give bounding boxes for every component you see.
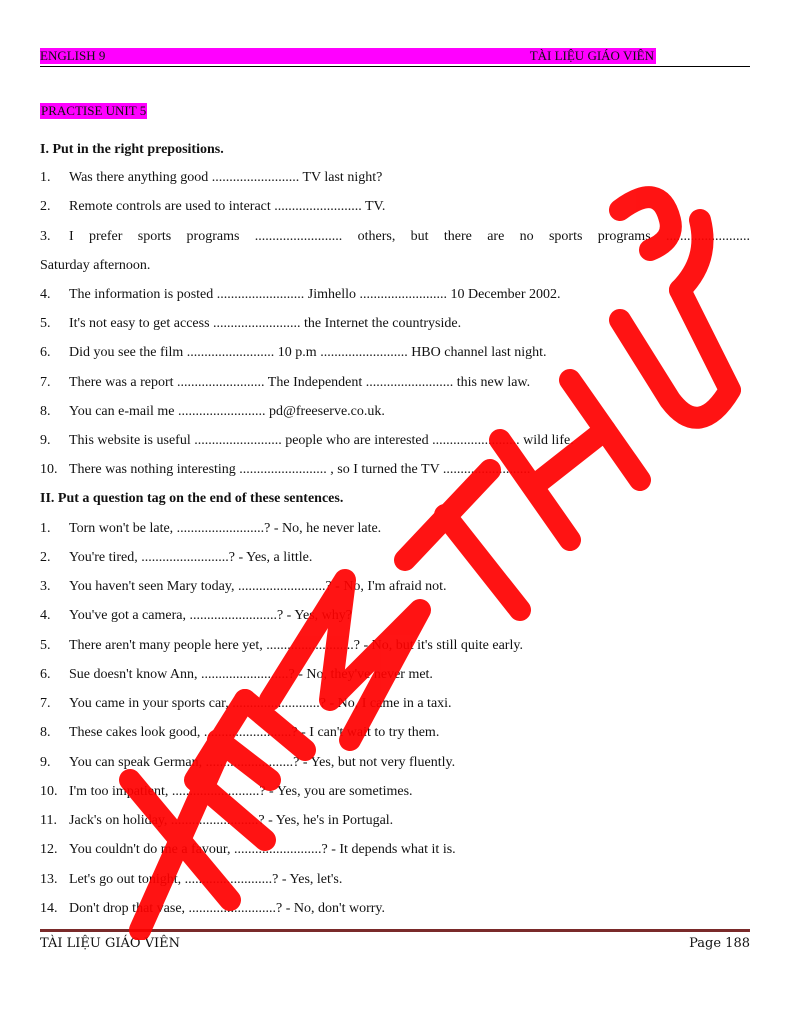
item-text: There was nothing interesting ......................... , so I turned the TV .........................	[69, 462, 531, 477]
item-text: Jack's on holiday, .........................? - Yes, he's in Portugal.	[69, 813, 394, 828]
item-text: The information is posted ......................... Jimhello ......................... 10 December 2002.	[69, 287, 561, 302]
item-text: Don't drop that vase, .........................? - No, don't worry.	[69, 901, 385, 916]
section-1-heading: I. Put in the right prepositions.	[40, 142, 224, 157]
item-number: 3.	[40, 579, 51, 594]
item-text: You're tired, .........................? - Yes, a little.	[69, 550, 313, 565]
item-number: 5.	[40, 638, 51, 653]
item-text: Did you see the film ......................... 10 p.m ......................... HBO channel last night.	[69, 345, 547, 360]
item-text: You've got a camera, .........................? - Yes, why?	[69, 608, 353, 623]
item-text: These cakes look good, .........................? - I can't wait to try them.	[69, 725, 440, 740]
item-number: 4.	[40, 608, 51, 623]
item-number: 10.	[40, 462, 58, 477]
item-text: It's not easy to get access ......................... the Internet the countryside.	[69, 316, 462, 331]
page-header	[40, 48, 750, 67]
item-number: 11.	[40, 813, 57, 828]
item-number: 1.	[40, 521, 51, 536]
item-number: 7.	[40, 696, 51, 711]
document-page	[40, 0, 750, 1035]
item-text: Let's go out tonight, .........................? - Yes, let's.	[69, 872, 343, 887]
item-number: 1.	[40, 170, 51, 185]
section-2-heading: II. Put a question tag on the end of these sentences.	[40, 491, 344, 506]
item-number: 10.	[40, 784, 58, 799]
item-text: There was a report ......................... The Independent ......................... this new law.	[69, 375, 531, 390]
item-text: You came in your sports car, .........................? - No, I came in a taxi.	[69, 696, 452, 711]
item-number: 12.	[40, 842, 58, 857]
item-number: 5.	[40, 316, 51, 331]
footer-divider	[40, 929, 750, 932]
unit-title: PRACTISE UNIT 5	[41, 103, 147, 118]
item-number: 9.	[40, 755, 51, 770]
item-number: 14.	[40, 901, 58, 916]
page-number: Page 188	[689, 936, 750, 951]
item-number: 3.	[40, 229, 51, 244]
item-number: 7.	[40, 375, 51, 390]
header-subject: ENGLISH 9	[40, 48, 510, 64]
item-text: I prefer sports programs ......................... others, but there are no sports programs ........................	[69, 229, 750, 244]
item-number: 6.	[40, 345, 51, 360]
item-text: You can e-mail me ......................... pd@freeserve.co.uk.	[69, 404, 385, 419]
item-number: 8.	[40, 404, 51, 419]
item-text: Torn won't be late, .........................? - No, he never late.	[69, 521, 382, 536]
footer-label: TÀI LIỆU GIÁO VIÊN	[40, 936, 181, 951]
item-text: You haven't seen Mary today, .........................? - No, I'm afraid not.	[69, 579, 447, 594]
item-text: You can speak German, .........................? - Yes, but not very fluently.	[69, 755, 456, 770]
header-label: TÀI LIỆU GIÁO VIÊN	[510, 48, 656, 64]
item-number: 8.	[40, 725, 51, 740]
item-number: 9.	[40, 433, 51, 448]
item-text: Sue doesn't know Ann, .........................? - No, they've never met.	[69, 667, 433, 682]
item-number: 4.	[40, 287, 51, 302]
item-text: Remote controls are used to interact ......................... TV.	[69, 199, 386, 214]
item-number: 2.	[40, 550, 51, 565]
item-number: 13.	[40, 872, 58, 887]
item-text-continued: Saturday afternoon.	[40, 258, 151, 273]
item-text: Was there anything good ......................... TV last night?	[69, 170, 383, 185]
item-text: You couldn't do me a favour, .........................? - It depends what it is.	[69, 842, 456, 857]
item-text: There aren't many people here yet, .........................? - No, but it's still quite early.	[69, 638, 523, 653]
item-text: I'm too impatient, .........................? - Yes, you are sometimes.	[69, 784, 413, 799]
item-number: 2.	[40, 199, 51, 214]
item-text: This website is useful ......................... people who are interested ......................... wild life.	[69, 433, 574, 448]
item-number: 6.	[40, 667, 51, 682]
